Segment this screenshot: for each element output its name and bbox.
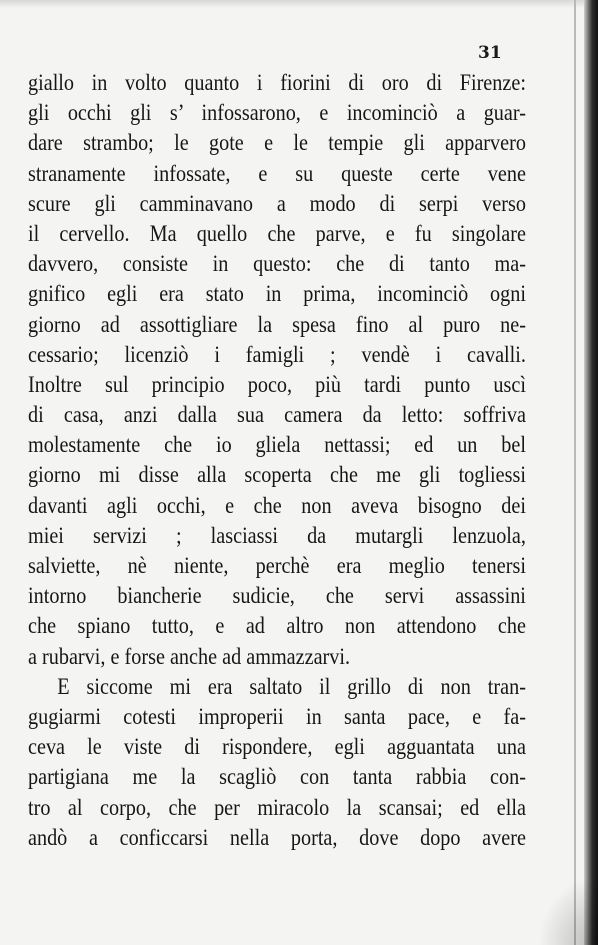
- text-line: davvero, consiste in questo: che di tanto ma-: [28, 251, 526, 278]
- text-line: molestamente che io gliela nettassi; ed un bel: [28, 432, 526, 459]
- page-top-shadow: [0, 0, 598, 8]
- text-line: andò a conficcarsi nella porta, dove dopo avere: [28, 824, 526, 851]
- text-line: dare strambo; le gote e le tempie gli apparvero: [28, 130, 526, 157]
- page-number: 31: [478, 43, 502, 63]
- text-line: stranamente infossate, e su queste certe vene: [28, 160, 526, 187]
- text-line: Inoltre sul principio poco, più tardi punto uscì: [28, 371, 526, 398]
- body-text: [28, 68, 526, 853]
- paragraph-first-line: E siccome mi era saltato il grillo di non tran-: [57, 673, 526, 700]
- text-line: il cervello. Ma quello che parve, e fu singolare: [28, 220, 526, 247]
- text-line: partigiana me la scagliò con tanta rabbia con-: [28, 764, 526, 791]
- page-edge-line: [574, 0, 576, 945]
- text-line: intorno biancherie sudicie, che servi assassini: [28, 583, 526, 610]
- text-line: cessario; licenziò i famigli ; vendè i cavalli.: [28, 341, 526, 368]
- text-line: che spiano tutto, e ad altro non attendono che: [28, 613, 526, 640]
- text-line: gugiarmi cotesti improperii in santa pace, e fa-: [28, 703, 526, 730]
- page-corner-shadow: [538, 875, 598, 945]
- text-line: miei servizi ; lasciassi da mutargli lenzuola,: [28, 522, 526, 549]
- text-line: di casa, anzi dalla sua camera da letto: soffriva: [28, 402, 526, 429]
- text-line: ceva le viste di rispondere, egli agguantata una: [28, 734, 526, 761]
- text-line: scure gli camminavano a modo di serpi verso: [28, 190, 526, 217]
- text-line: tro al corpo, che per miracolo la scansai; ed ella: [28, 794, 526, 821]
- text-line: gnifico egli era stato in prima, incominciò ogni: [28, 281, 526, 308]
- text-line: giallo in volto quanto i fiorini di oro di Firenze:: [28, 70, 526, 96]
- text-line: gli occhi gli s’ infossarono, e incominciò a guar-: [28, 100, 526, 127]
- paragraph-last-line: a rubarvi, e forse anche ad ammazzarvi.: [28, 643, 351, 670]
- book-binding-edge: [584, 0, 598, 945]
- text-line: giorno ad assottigliare la spesa fino al puro ne-: [28, 311, 526, 338]
- text-line: davanti agli occhi, e che non aveva bisogno dei: [28, 492, 526, 519]
- text-line: salviette, nè niente, perchè era meglio tenersi: [28, 553, 526, 579]
- text-line: giorno mi disse alla scoperta che me gli togliessi: [28, 462, 526, 489]
